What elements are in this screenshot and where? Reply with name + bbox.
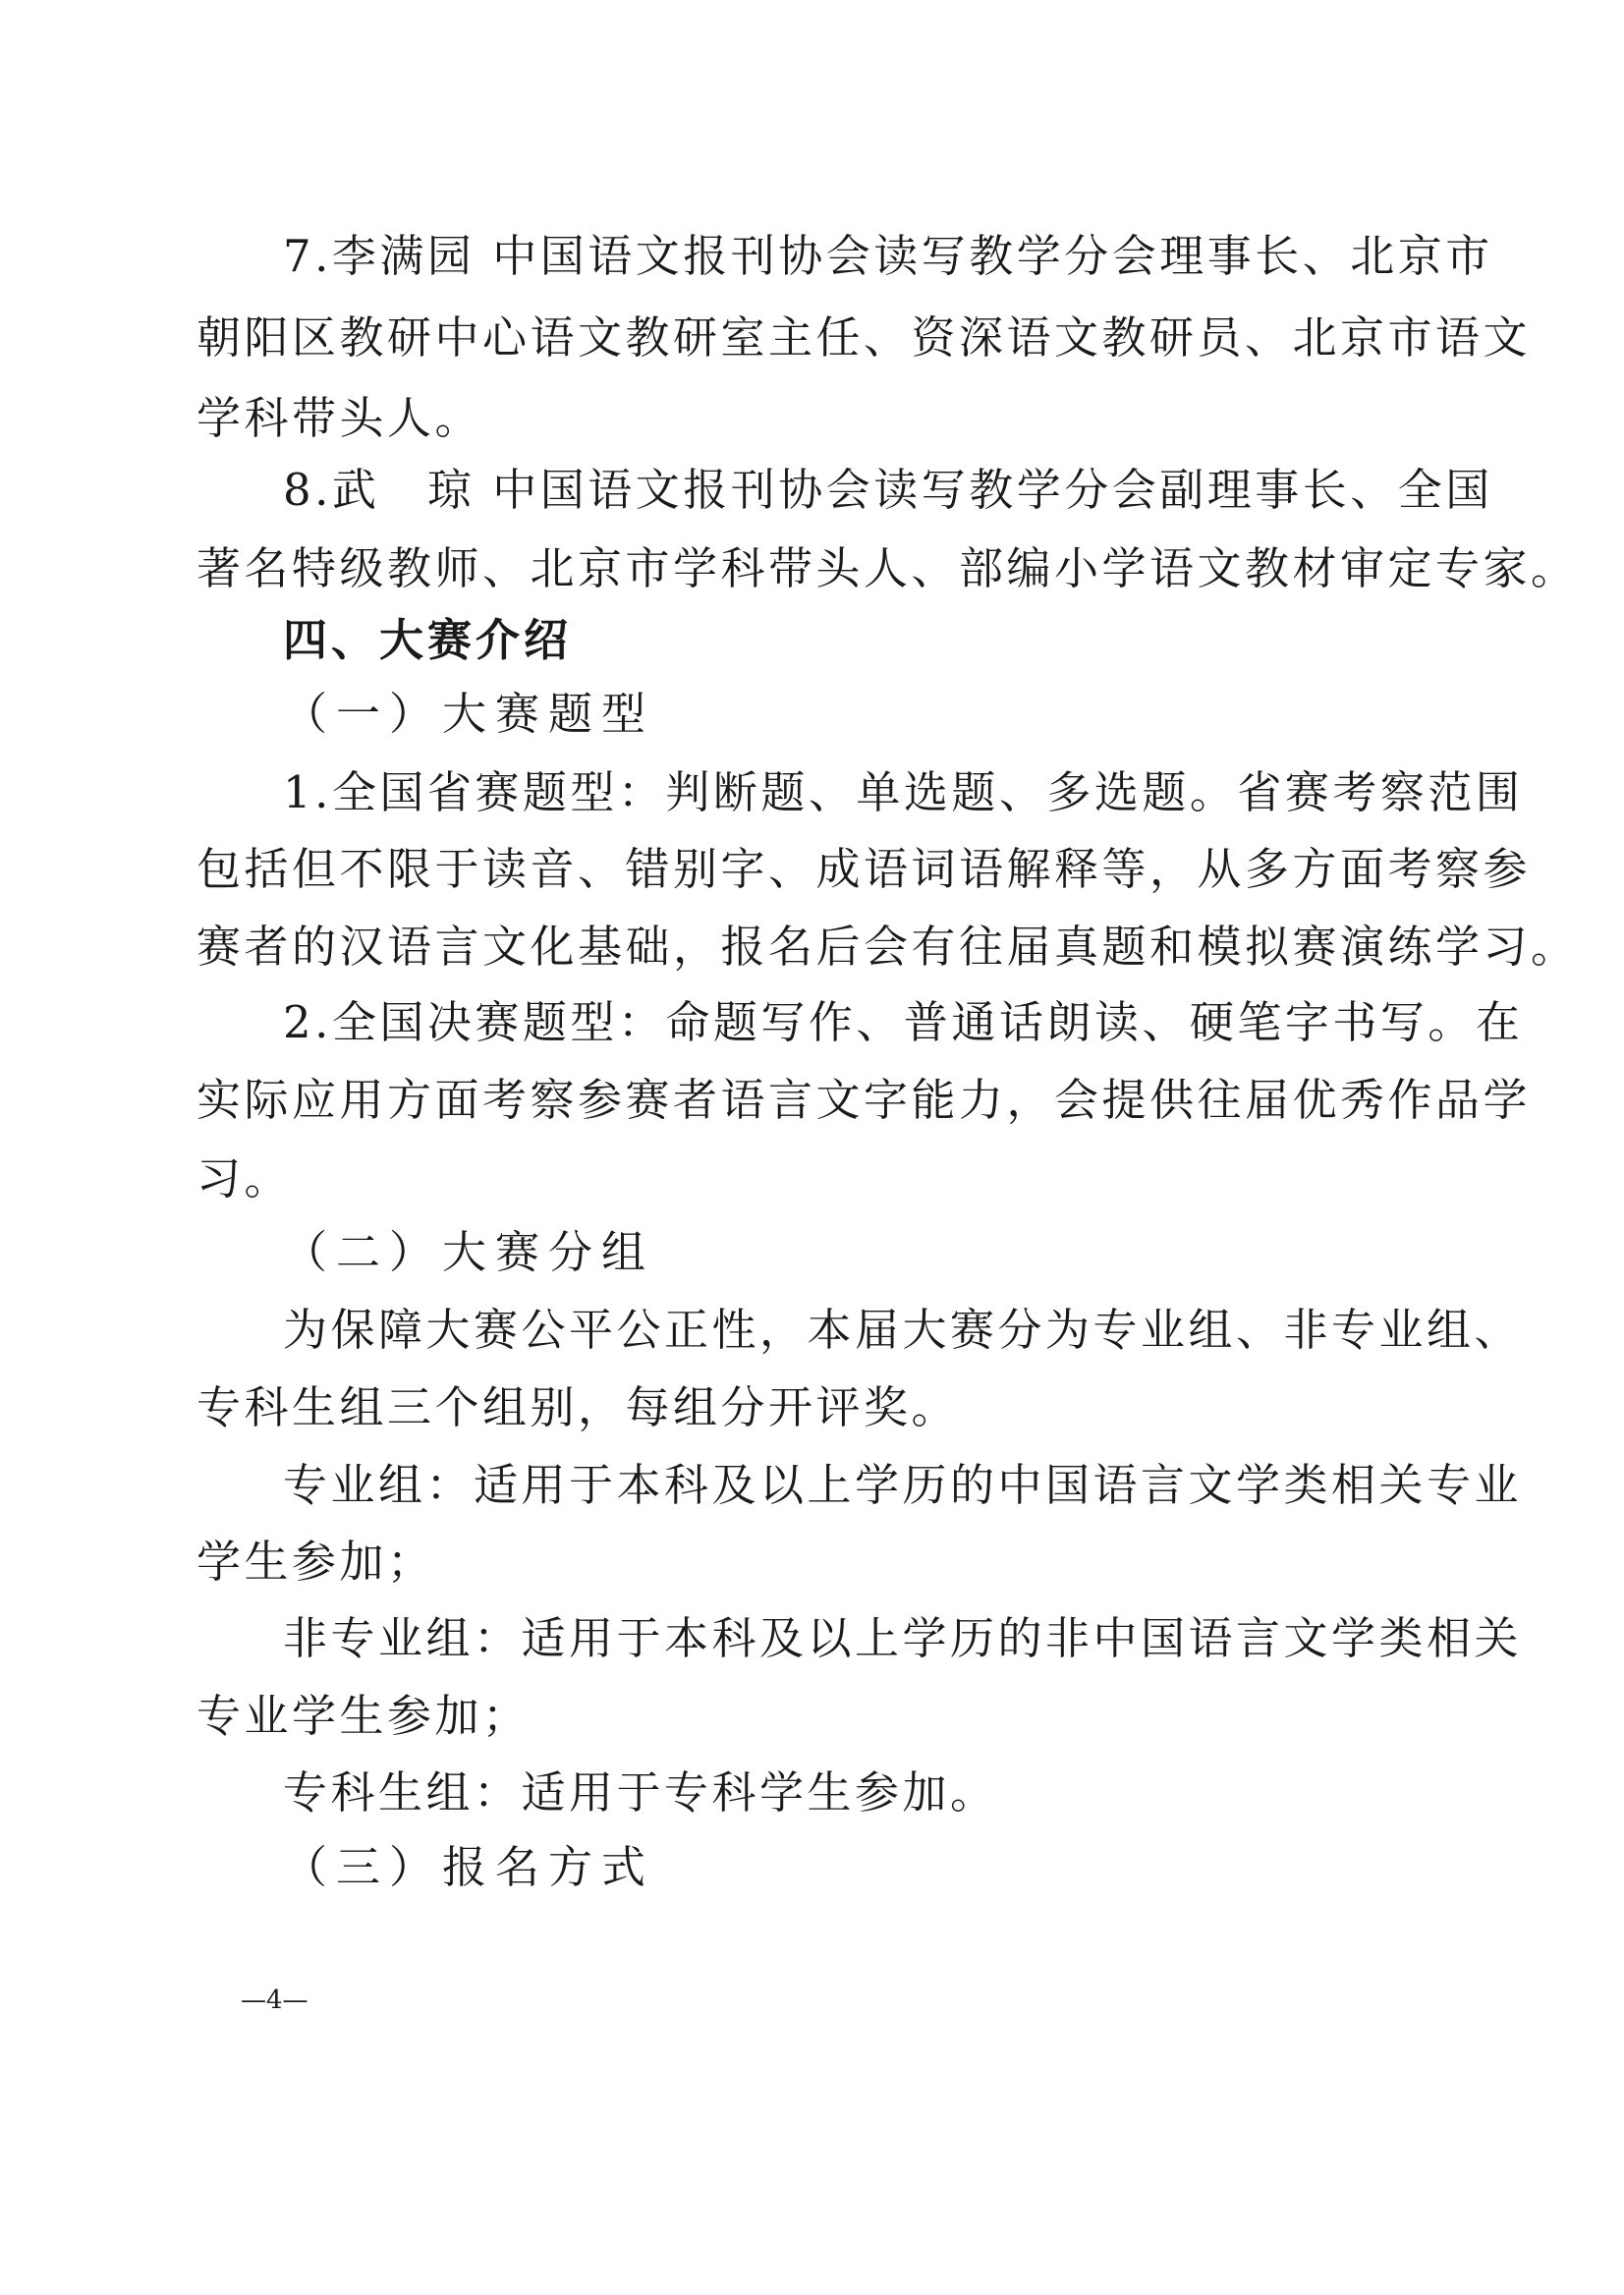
paragraph-line: 专科生组：适用于专科学生参加。 — [283, 1766, 998, 1819]
paragraph-line: 实际应用方面考察参赛者语言文字能力，会提供往届优秀作品学 — [196, 1074, 1532, 1126]
paragraph-line: 著名特级教师、北京市学科带头人、部编小学语文教材审定专家。 — [196, 542, 1579, 594]
paragraph-line: 朝阳区教研中心语文教研室主任、资深语文教研员、北京市语文 — [196, 311, 1532, 364]
subsection-heading: （三）报名方式 — [283, 1841, 655, 1893]
paragraph-line: 包括但不限于读音、错别字、成语词语解释等，从多方面考察参 — [196, 843, 1532, 895]
paragraph-line: 1.全国省赛题型：判断题、单选题、多选题。省赛考察范围 — [283, 766, 1524, 818]
paragraph-line: 非专业组：适用于本科及以上学历的非中国语言文学类相关 — [283, 1612, 1523, 1664]
paragraph-line-7-start: 7.李满园 中国语文报刊协会读写教学分会理事长、北京市 — [283, 230, 1493, 282]
paragraph-line: 学科带头人。 — [196, 392, 483, 444]
paragraph-line: 专科生组三个组别，每组分开评奖。 — [196, 1381, 960, 1433]
subsection-heading: （一）大赛题型 — [283, 688, 655, 740]
paragraph-line: 赛者的汉语言文化基础，报名后会有往届真题和模拟赛演练学习。 — [196, 921, 1579, 973]
paragraph-line: 专业学生参加； — [196, 1690, 531, 1742]
page-number: —4— — [241, 1986, 308, 2015]
paragraph-line-8-start: 8.武 琼 中国语文报刊协会读写教学分会副理事长、全国 — [283, 464, 1493, 516]
paragraph-line: 2.全国决赛题型：命题写作、普通话朗读、硬笔字书写。在 — [283, 996, 1524, 1048]
section-heading: 四、大赛介绍 — [283, 614, 573, 666]
paragraph-line: 习。 — [196, 1152, 293, 1204]
paragraph-line: 为保障大赛公平公正性，本届大赛分为专业组、非专业组、 — [283, 1304, 1523, 1356]
paragraph-line: 专业组：适用于本科及以上学历的中国语言文学类相关专业 — [283, 1459, 1523, 1511]
subsection-heading: （二）大赛分组 — [283, 1226, 655, 1278]
paragraph-line: 学生参加； — [196, 1536, 435, 1588]
